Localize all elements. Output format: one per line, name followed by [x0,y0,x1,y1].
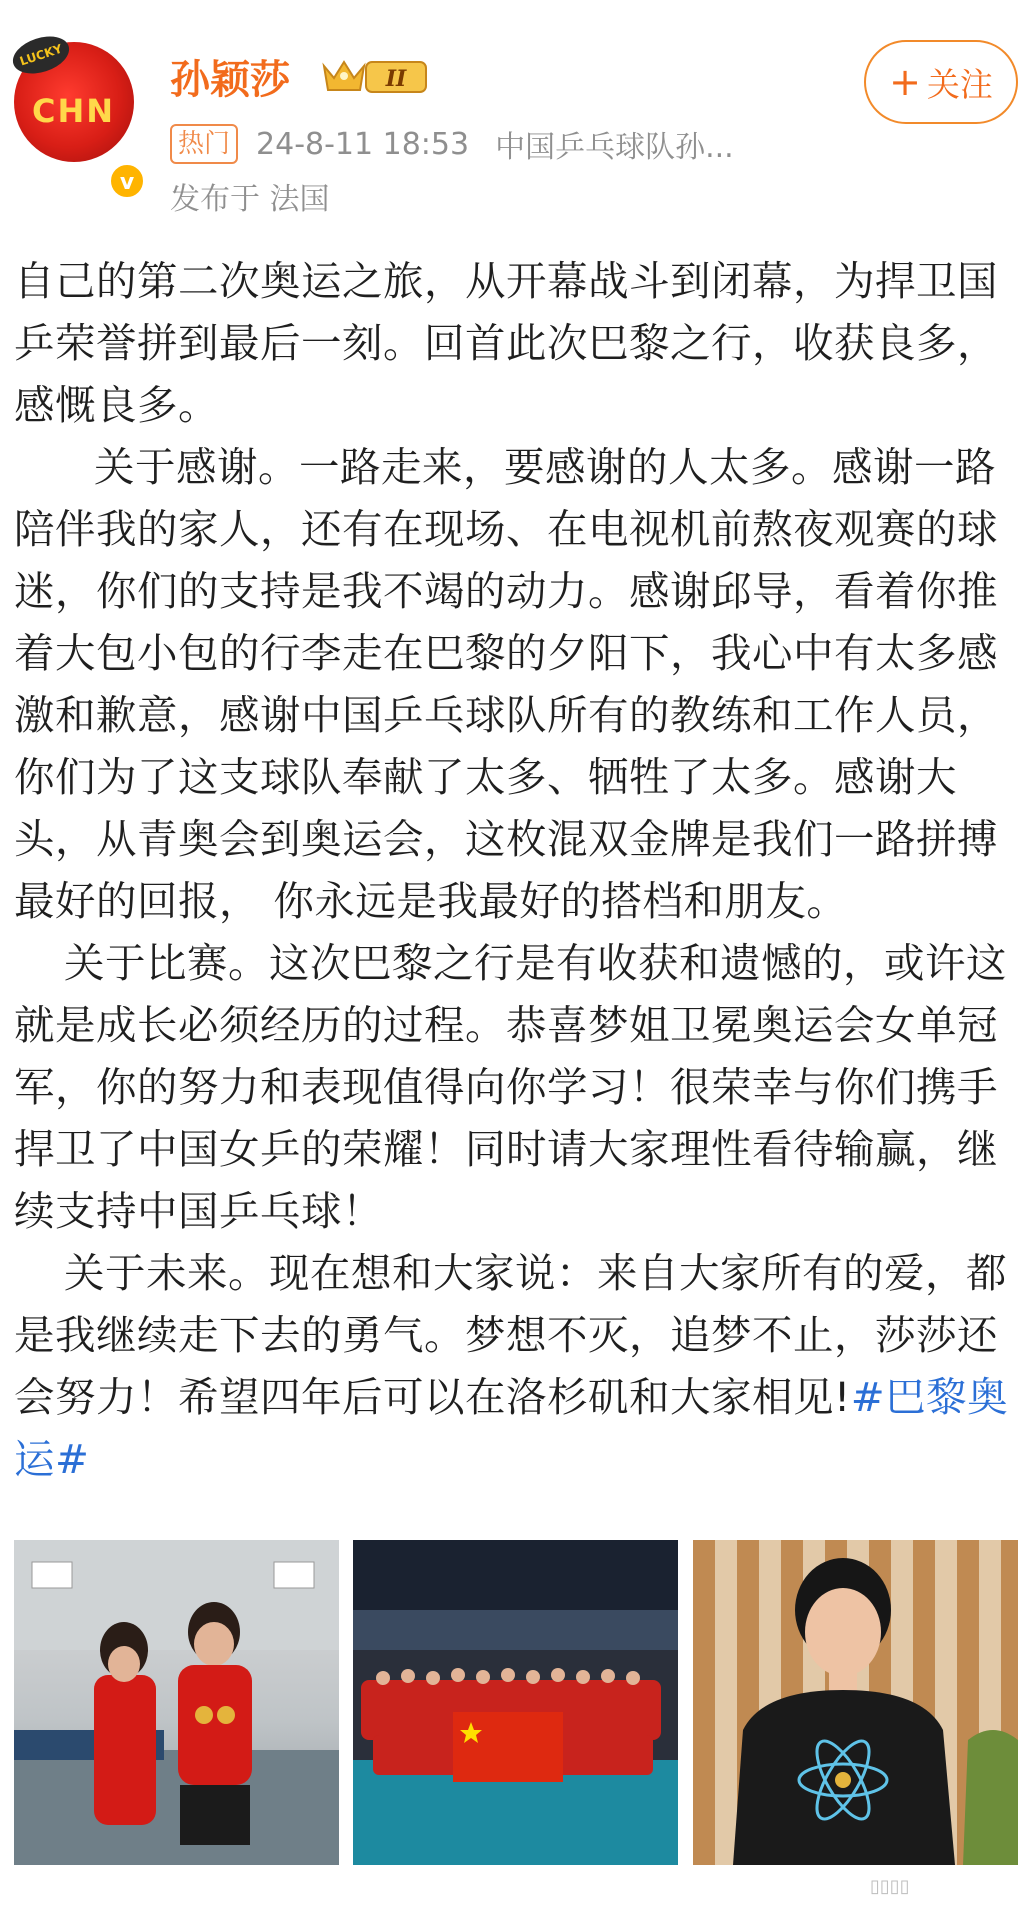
verified-icon: v [108,162,146,200]
post-paragraph: 关于感谢。一路走来，要感谢的人太多。感谢一路陪伴我的家人，还有在现场、在电视机前熬夜观赛的球迷，你们的支持是我不竭的动力。感谢邱导，看着你推着大包小包的行李走在巴黎的夕阳下，我心中有太多感激和歉意，感谢中国乒乓球队所有的教练和工作人员，你们为了这支球队奉献了太多、牺牲了太多。感谢大头，从青奥会到奥运会，这枚混双金牌是我们一路拼搏最好的回报， 你永远是我最好的搭档和朋友。 [14,443,998,925]
post-timestamp: 24-8-11 18:53 [256,126,470,162]
avatar[interactable] [14,41,135,195]
post-paragraph [14,1242,1022,1490]
hot-badge: 热门 [170,124,238,164]
level-text: II [385,66,407,92]
crown-level-icon [320,56,430,96]
user-name[interactable]: 孙颖莎 [170,57,290,103]
post-paragraph: 关于比赛。这次巴黎之行是有收获和遗憾的，或许这就是成长必须经历的过程。恭喜梦姐卫冕奥运会女单冠军，你的努力和表现值得向你学习！很荣幸与你们携手捍卫了中国女乒的荣耀！同时请大家理性看待输赢，继续支持中国乒乓球！ [14,939,1007,1235]
photo-1[interactable] [14,1540,339,1865]
photo-3[interactable] [693,1540,1018,1865]
photo-2[interactable] [353,1540,678,1865]
team-photo-image [353,1540,678,1865]
post-header [0,0,1036,225]
post-source[interactable]: 中国乒乓球队孙... [495,130,734,165]
watermark: ▯▯▯▯ [870,1876,910,1897]
follow-button[interactable] [864,40,1018,124]
follow-label: 关注 [926,64,993,104]
post-paragraph-text: 关于未来。现在想和大家说：来自大家所有的爱，都是我继续走下去的勇气。梦想不灭，追梦不止，莎莎还会努力！希望四年后可以在洛杉矶和大家相见! [14,1249,1007,1421]
plus-icon: + [889,60,921,104]
avatar-cap: LUCKY [8,30,74,80]
post-body [14,250,1022,1490]
post-meta [170,122,734,166]
athlete-portrait-image [693,1540,1018,1865]
post-paragraph: 自己的第二次奥运之旅，从开幕战斗到闭幕，为捍卫国乒荣誉拼到最后一刻。回首此次巴黎之行，收获良多，感慨良多。 [14,257,998,429]
post-location: 发布于 法国 [170,182,330,217]
avatar-letters: CHN [32,92,116,130]
photo-grid [14,1540,1022,1865]
hashtag-link[interactable]: #巴黎奥运# [14,1373,1009,1483]
athletes-image [14,1540,339,1865]
